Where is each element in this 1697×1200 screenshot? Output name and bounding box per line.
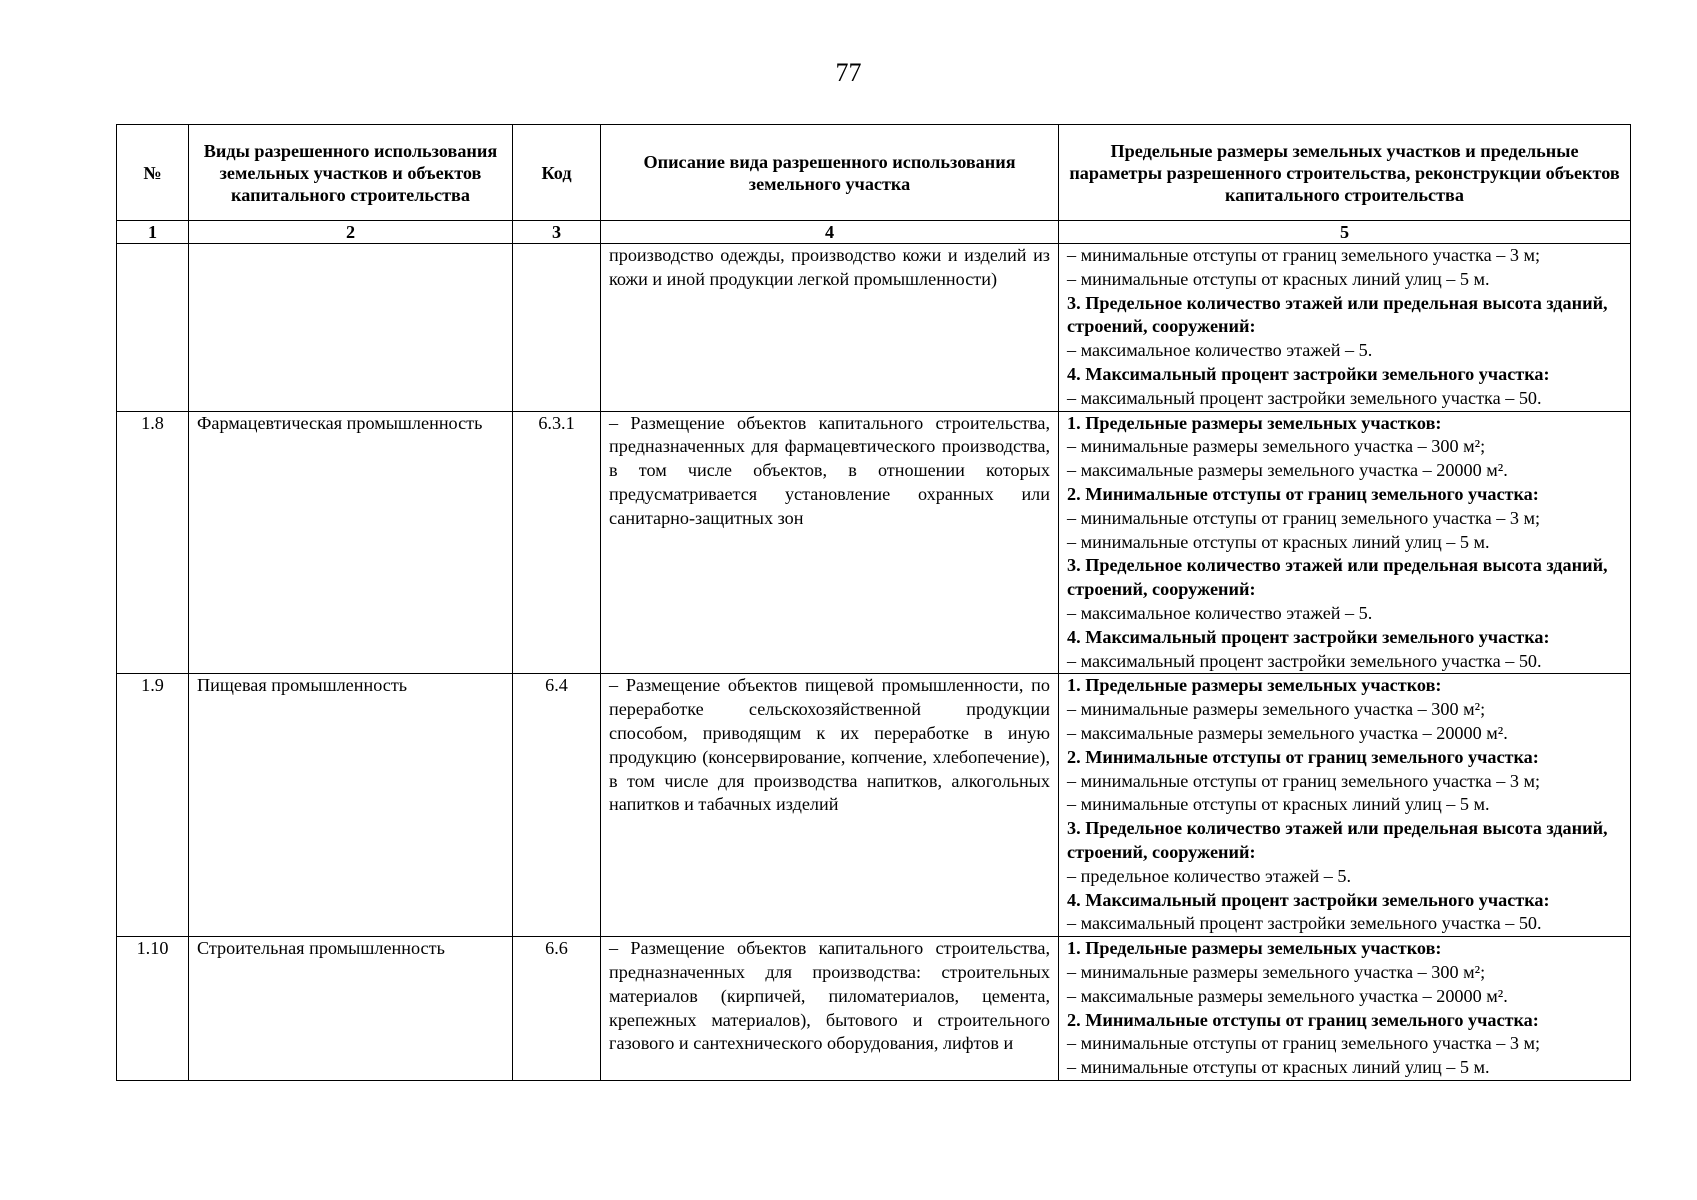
limit-heading: 4. Максимальный процент застройки земельного участка: [1067, 363, 1550, 384]
limit-heading: 1. Предельные размеры земельных участков: [1067, 938, 1442, 959]
header-num: № [117, 125, 189, 221]
limit-item: – максимальные размеры земельного участка – 20000 м². [1067, 985, 1508, 1006]
limit-heading: 4. Максимальный процент застройки земельного участка: [1067, 626, 1550, 647]
row-kind: Строительная промышленность [189, 937, 513, 1081]
table-row [117, 244, 1631, 412]
table-row [117, 411, 1631, 674]
row-code: 6.3.1 [513, 411, 601, 674]
row-kind: Фармацевтическая промышленность [189, 411, 513, 674]
limit-item: – минимальные отступы от границ земельного участка – 3 м; [1067, 1033, 1541, 1054]
row-number: 1.8 [117, 411, 189, 674]
col-number: 1 [117, 221, 189, 244]
col-number: 5 [1059, 221, 1631, 244]
row-description: производство одежды, производство кожи и изделий из кожи и иной продукции легкой промышленности) [601, 244, 1059, 412]
row-limits [1059, 411, 1631, 674]
header-code: Код [513, 125, 601, 221]
column-number-row [117, 221, 1631, 244]
limit-item: – минимальные размеры земельного участка – 300 м²; [1067, 961, 1486, 982]
row-limits [1059, 937, 1631, 1081]
row-code [513, 244, 601, 412]
row-description: – Размещение объектов пищевой промышленности, по переработке сельскохозяйственной продукции способом, приводящим к их переработке в иную продукцию (консервирование, копчение, хлебопечение), в том числе для производства напитков, алкогольных напитков и табачных изделий [601, 674, 1059, 937]
limit-item: – максимальное количество этажей – 5. [1067, 340, 1373, 361]
limit-item: – минимальные отступы от границ земельного участка – 3 м; [1067, 245, 1541, 265]
limit-item: – максимальные размеры земельного участка – 20000 м². [1067, 460, 1508, 481]
limit-heading: 3. Предельное количество этажей или предельная высота зданий, строений, сооружений: [1067, 555, 1608, 600]
limit-item: – минимальные отступы от красных линий улиц – 5 м. [1067, 1057, 1490, 1078]
limit-item: – минимальные отступы от красных линий улиц – 5 м. [1067, 794, 1490, 815]
limit-item: – минимальные размеры земельного участка – 300 м²; [1067, 436, 1486, 457]
table-row [117, 674, 1631, 937]
limit-heading: 3. Предельное количество этажей или предельная высота зданий, строений, сооружений: [1067, 818, 1608, 862]
row-kind: Пищевая промышленность [189, 674, 513, 937]
page-number: 77 [835, 58, 862, 87]
limit-heading: 2. Минимальные отступы от границ земельного участка: [1067, 483, 1539, 504]
limit-item: – максимальный процент застройки земельного участка – 50. [1067, 913, 1542, 934]
row-number: 1.9 [117, 674, 189, 937]
limit-item: – минимальные отступы от границ земельного участка – 3 м; [1067, 507, 1541, 528]
limit-item: – максимальный процент застройки земельного участка – 50. [1067, 387, 1542, 408]
limit-heading: 1. Предельные размеры земельных участков: [1067, 675, 1442, 696]
limit-item: – минимальные отступы от границ земельного участка – 3 м; [1067, 770, 1541, 791]
header-kind: Виды разрешенного использования земельных участков и объектов капитального строительства [189, 125, 513, 221]
header-limits: Предельные размеры земельных участков и предельные параметры разрешенного строительства, реконструкции объектов капитального строительства [1059, 125, 1631, 221]
row-number: 1.10 [117, 937, 189, 1081]
col-number: 2 [189, 221, 513, 244]
limit-item: – максимальные размеры земельного участка – 20000 м². [1067, 722, 1508, 743]
limit-item: – предельное количество этажей – 5. [1067, 865, 1352, 886]
row-description: – Размещение объектов капитального строительства, предназначенных для фармацевтического производства, в том числе объектов, в отношении которых предусматривается установление охранных или санитарно-защитных зон [601, 411, 1059, 674]
col-number: 4 [601, 221, 1059, 244]
limit-heading: 1. Предельные размеры земельных участков: [1067, 412, 1442, 433]
limit-item: – минимальные отступы от красных линий улиц – 5 м. [1067, 531, 1490, 552]
row-code: 6.4 [513, 674, 601, 937]
limit-heading: 4. Максимальный процент застройки земельного участка: [1067, 889, 1550, 910]
row-number [117, 244, 189, 412]
limit-item: – максимальное количество этажей – 5. [1067, 602, 1373, 623]
limit-item: – минимальные размеры земельного участка – 300 м²; [1067, 699, 1486, 720]
row-limits [1059, 244, 1631, 412]
limit-item: – максимальный процент застройки земельного участка – 50. [1067, 650, 1542, 671]
row-kind [189, 244, 513, 412]
limit-heading: 2. Минимальные отступы от границ земельного участка: [1067, 1009, 1539, 1030]
land-use-table [116, 124, 1631, 1081]
limit-heading: 3. Предельное количество этажей или предельная высота зданий, строений, сооружений: [1067, 292, 1608, 337]
header-row [117, 125, 1631, 221]
limit-heading: 2. Минимальные отступы от границ земельного участка: [1067, 746, 1539, 767]
row-description: – Размещение объектов капитального строительства, предназначенных для производства: строительных материалов (кирпичей, пиломатериалов, цемента, крепежных материалов), бытового и строительного газового и сантехнического оборудования, лифтов и [601, 937, 1059, 1081]
limit-item: – минимальные отступы от красных линий улиц – 5 м. [1067, 268, 1490, 289]
row-limits [1059, 674, 1631, 937]
table-body [117, 244, 1631, 1081]
row-code: 6.6 [513, 937, 601, 1081]
col-number: 3 [513, 221, 601, 244]
header-desc: Описание вида разрешенного использования земельного участка [601, 125, 1059, 221]
table-row [117, 937, 1631, 1081]
